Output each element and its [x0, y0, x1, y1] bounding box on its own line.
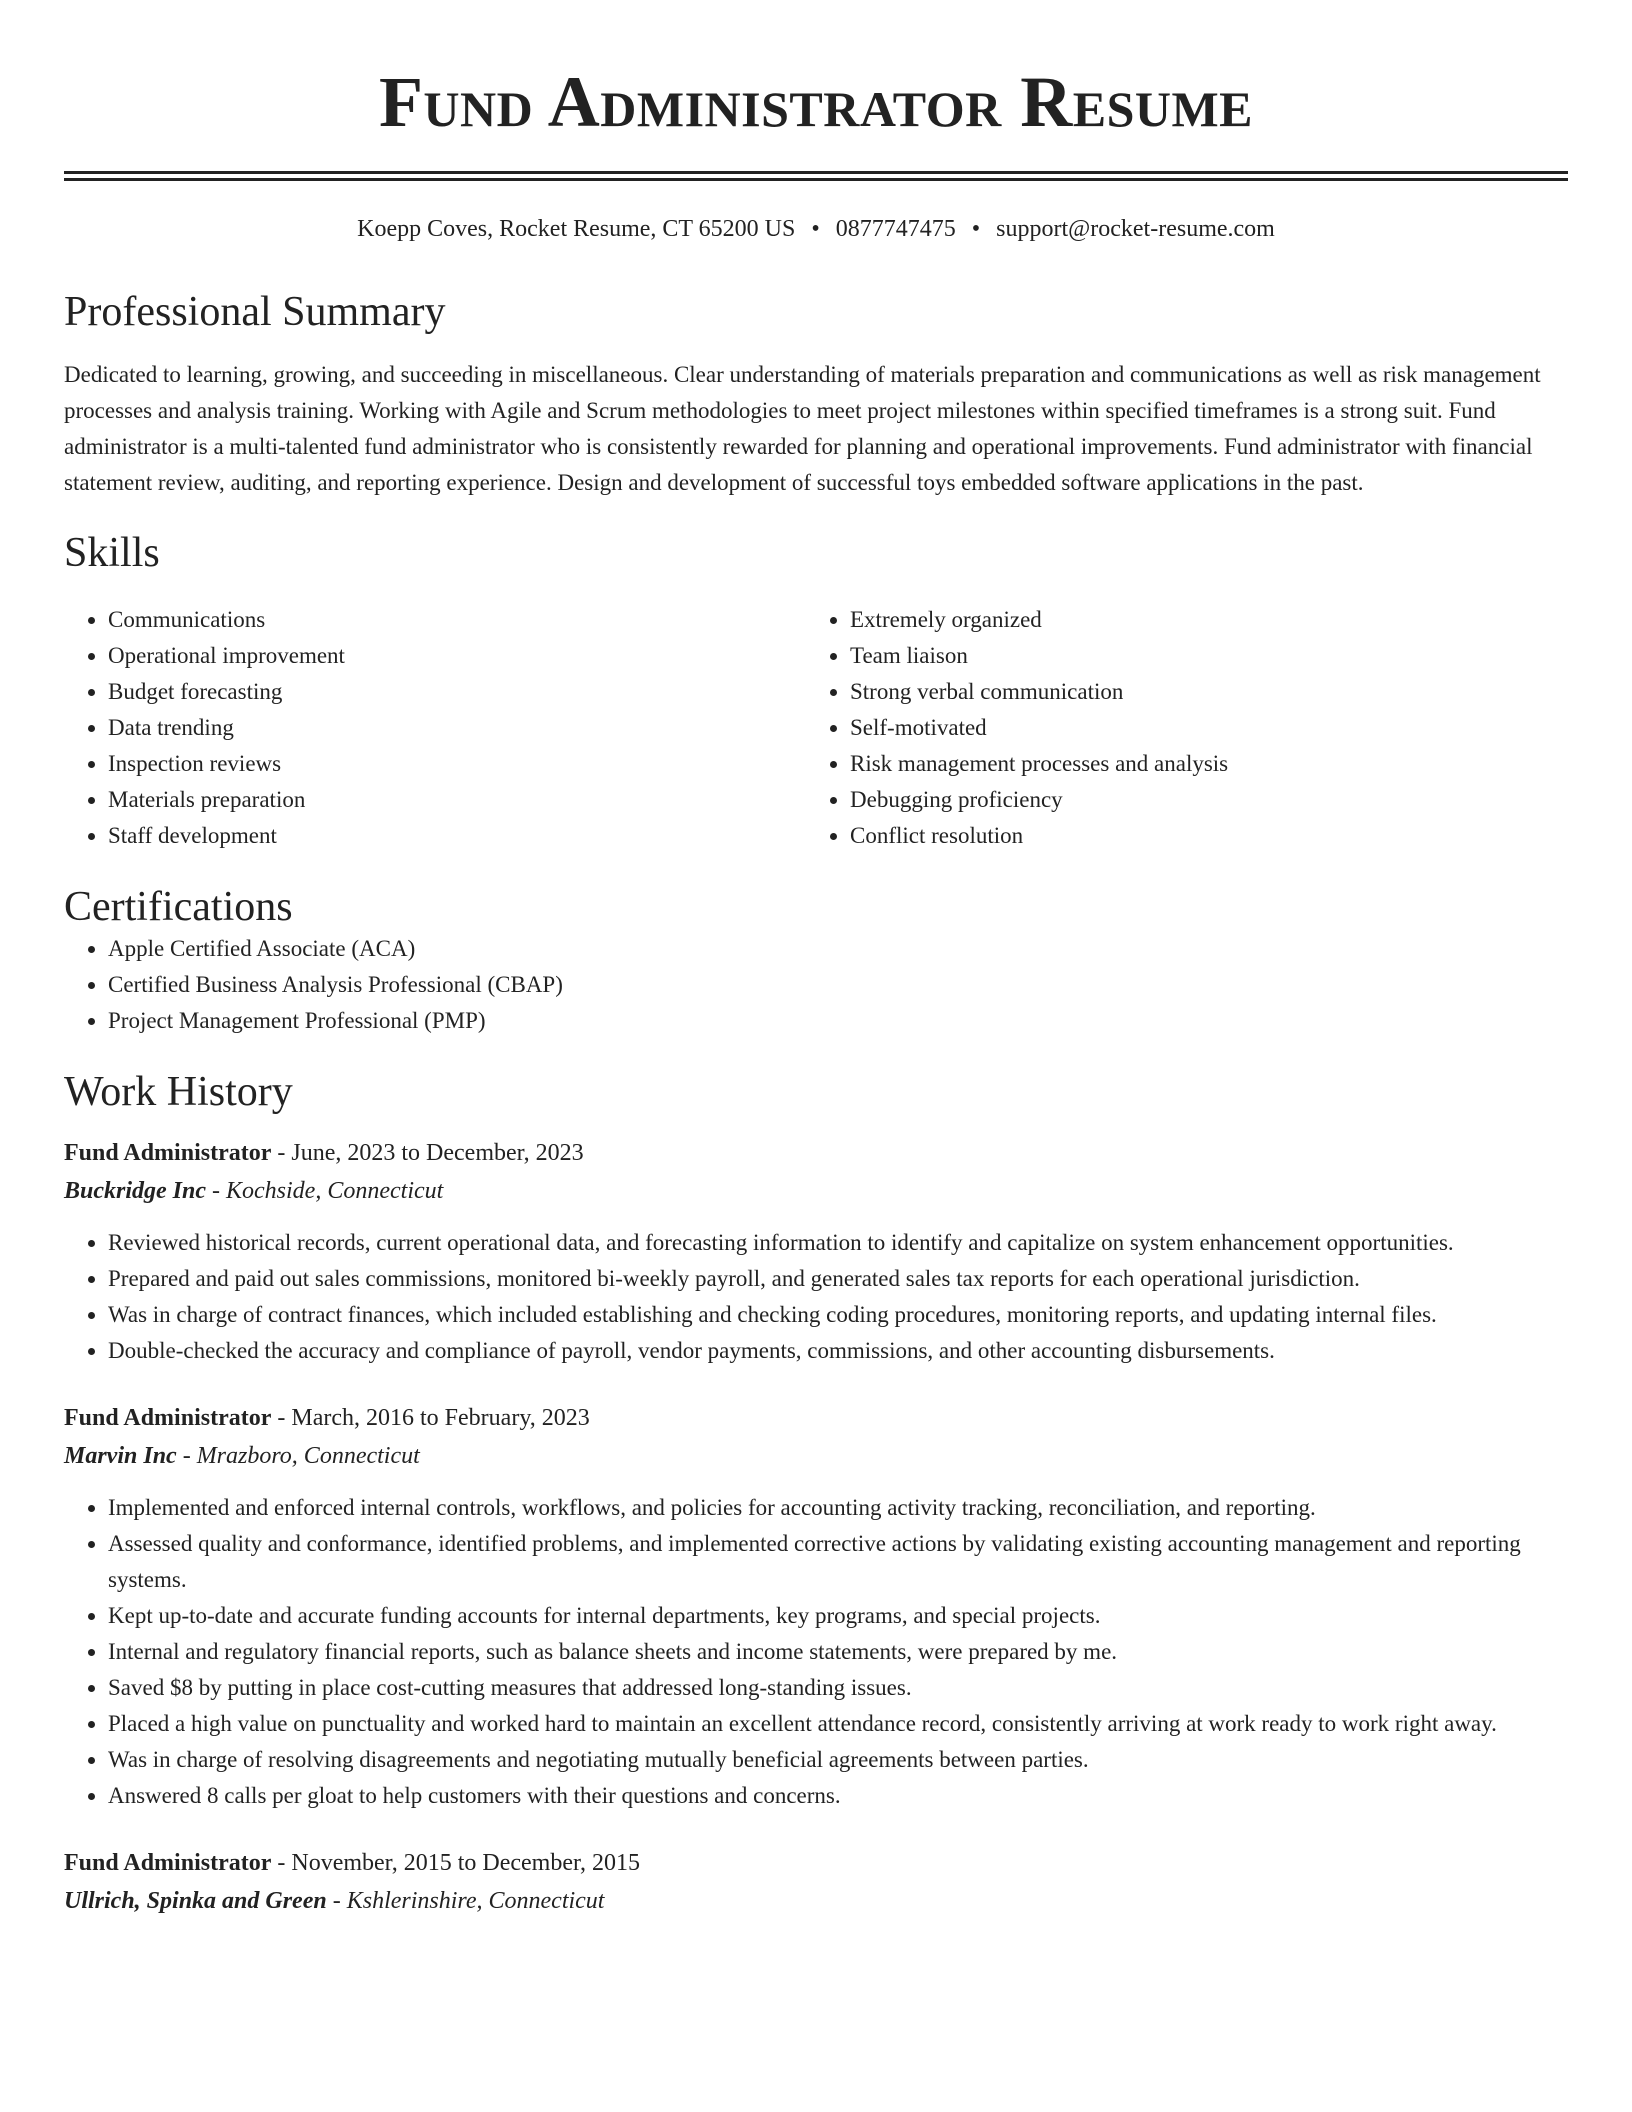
skill-item: • Materials preparation [108, 782, 806, 818]
skill-item: • Strong verbal communication [850, 674, 1568, 710]
job-location: Mrazboro, Connecticut [196, 1442, 420, 1469]
job-dates: June, 2023 to December, 2023 [291, 1139, 584, 1166]
job-dates: November, 2015 to December, 2015 [291, 1849, 641, 1876]
skill-item: • Staff development [108, 818, 806, 854]
job-title-line: Fund Administrator - June, 2023 to December, 2023 [64, 1139, 584, 1166]
job-title: Fund Administrator [64, 1849, 272, 1876]
certifications-list [64, 931, 1568, 1039]
contact-address: Koepp Coves, Rocket Resume, CT 65200 US [357, 216, 796, 242]
job-duty: • Reviewed historical records, current operational data, and forecasting information to identify and capitalize on system enhancement opportunities. [108, 1225, 1568, 1261]
skills-columns [64, 602, 1568, 854]
skill-item: • Extremely organized [850, 602, 1568, 638]
certifications-heading: Certifications [64, 884, 293, 931]
skill-item: • Communications [108, 602, 806, 638]
job-duties-list [64, 1490, 1568, 1814]
job-duty: • Saved $8 by putting in place cost-cutting measures that addressed long-standing issues. [108, 1670, 1568, 1706]
summary-text: Dedicated to learning, growing, and succeeding in miscellaneous. Clear understanding of materials preparation and communications as well as risk management processes and analysis training. Working with Agile and Scrum methodologies to meet project milestones within specified timeframes is a strong suit. Fund administrator is a multi-talented fund administrator who is consistently rewarded for planning and operational improvements. Fund administrator with financial statement review, auditing, and reporting experience. Design and development of successful toys embedded software applications in the past. [64, 362, 1541, 496]
job-duty: • Was in charge of resolving disagreements and negotiating mutually beneficial agreements between parties. [108, 1742, 1568, 1778]
contact-phone: 0877747475 [835, 216, 956, 242]
job-entry [64, 1400, 1568, 1814]
skill-item: • Inspection reviews [108, 746, 806, 782]
job-title: Fund Administrator [64, 1139, 272, 1166]
contact-separator: • [811, 216, 820, 242]
skills-list-right [806, 602, 1568, 854]
title-double-rule [64, 171, 1568, 181]
work-history-heading: Work History [64, 1068, 293, 1115]
skill-item: • Operational improvement [108, 638, 806, 674]
skill-item: • Team liaison [850, 638, 1568, 674]
job-company-line: Marvin Inc - Mrazboro, Connecticut [64, 1442, 420, 1469]
job-duty: • Implemented and enforced internal controls, workflows, and policies for accounting activity tracking, reconciliation, and reporting. [108, 1490, 1568, 1526]
certification-item: • Project Management Professional (PMP) [108, 1003, 1568, 1039]
job-duty: • Internal and regulatory financial reports, such as balance sheets and income statements, were prepared by me. [108, 1634, 1568, 1670]
skill-item: • Risk management processes and analysis [850, 746, 1568, 782]
contact-email: support@rocket-resume.com [996, 216, 1275, 242]
page-title: Fund Administrator Resume [378, 62, 1254, 142]
certification-item: • Certified Business Analysis Professional (CBAP) [108, 967, 1568, 1003]
skills-list-left [64, 602, 806, 854]
job-duty: • Assessed quality and conformance, identified problems, and implemented corrective actions by validating existing accounting management and reporting systems. [108, 1526, 1568, 1598]
skill-item: • Budget forecasting [108, 674, 806, 710]
job-duty: • Placed a high value on punctuality and worked hard to maintain an excellent attendance record, consistently arriving at work ready to work right away. [108, 1706, 1568, 1742]
job-company-line: Ullrich, Spinka and Green - Kshlerinshire, Connecticut [64, 1887, 605, 1914]
contact-line [64, 217, 1568, 241]
job-location: Kochside, Connecticut [226, 1177, 444, 1204]
job-title-line: Fund Administrator - November, 2015 to December, 2015 [64, 1849, 641, 1876]
job-duty: • Kept up-to-date and accurate funding accounts for internal departments, key programs, and special projects. [108, 1598, 1568, 1634]
summary-heading: Professional Summary [64, 289, 446, 335]
job-dates: March, 2016 to February, 2023 [291, 1404, 590, 1431]
contact-separator: • [971, 216, 981, 242]
job-company: Buckridge Inc [64, 1177, 207, 1204]
job-entry [64, 1845, 1568, 1921]
job-duties-list [64, 1225, 1568, 1369]
job-company-line: Buckridge Inc - Kochside, Connecticut [64, 1177, 444, 1204]
skill-item: • Debugging proficiency [850, 782, 1568, 818]
job-duty: • Answered 8 calls per gloat to help customers with their questions and concerns. [108, 1778, 1568, 1814]
job-company: Marvin Inc [64, 1442, 177, 1469]
skill-item: • Conflict resolution [850, 818, 1568, 854]
certification-item: • Apple Certified Associate (ACA) [108, 931, 1568, 967]
job-company: Ullrich, Spinka and Green [64, 1887, 327, 1914]
job-entry [64, 1135, 1568, 1369]
job-duty: • Was in charge of contract finances, which included establishing and checking coding procedures, monitoring reports, and updating internal files. [108, 1297, 1568, 1333]
job-title-line: Fund Administrator - March, 2016 to February, 2023 [64, 1404, 590, 1431]
job-title: Fund Administrator [64, 1404, 272, 1431]
skills-heading: Skills [64, 530, 160, 577]
job-location: Kshlerinshire, Connecticut [346, 1887, 605, 1914]
job-duty: • Prepared and paid out sales commissions, monitored bi-weekly payroll, and generated sales tax reports for each operational jurisdiction. [108, 1261, 1568, 1297]
skill-item: • Self-motivated [850, 710, 1568, 746]
job-duty: • Double-checked the accuracy and compliance of payroll, vendor payments, commissions, and other accounting disbursements. [108, 1333, 1568, 1369]
skill-item: • Data trending [108, 710, 806, 746]
